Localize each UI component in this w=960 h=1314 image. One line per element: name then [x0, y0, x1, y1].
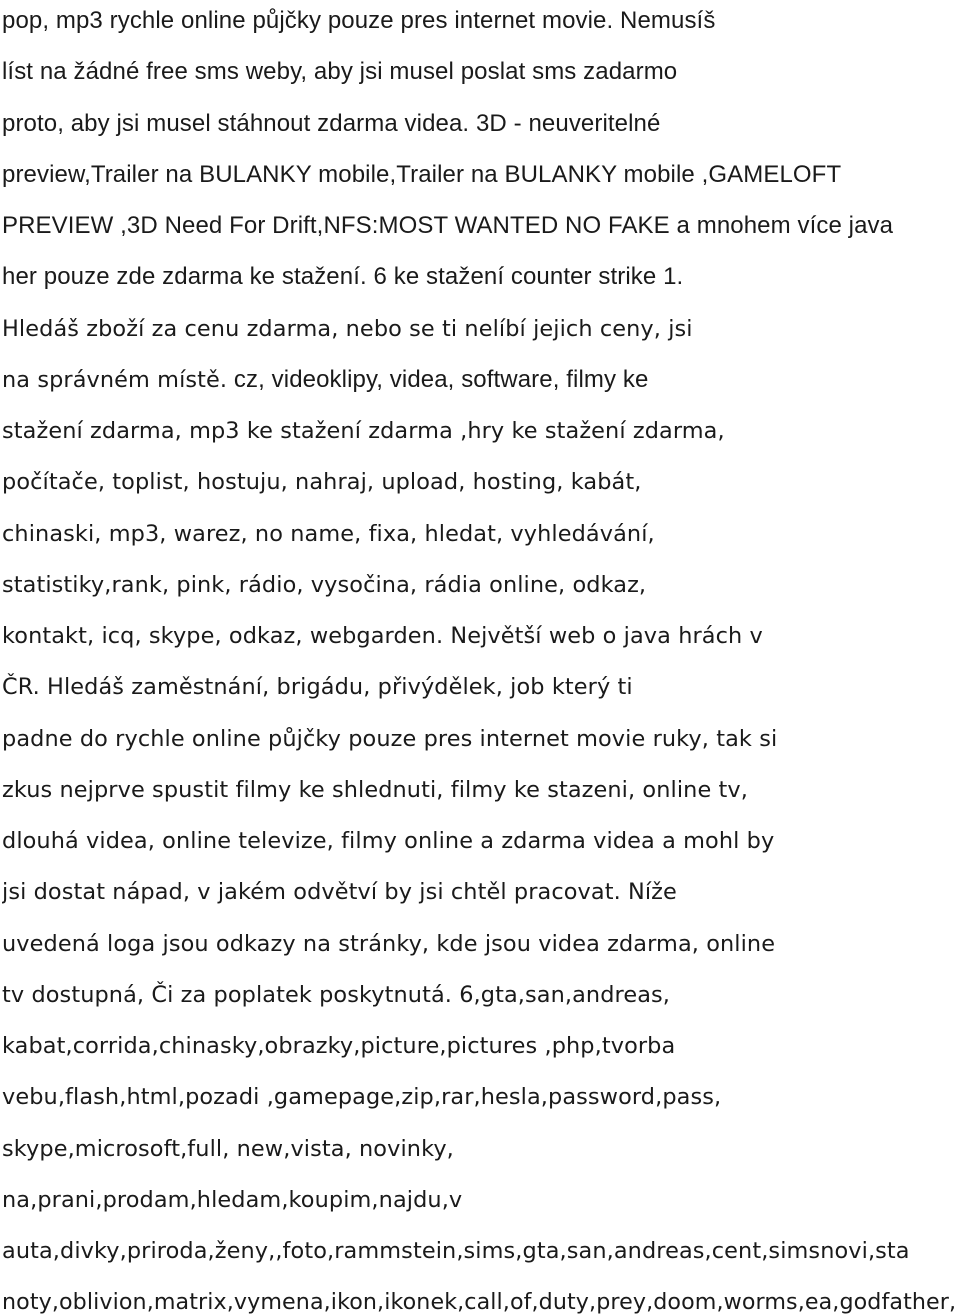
text-segment: cz, videoklipy, videa, software, filmy ke — [227, 365, 649, 393]
text-line — [2, 514, 655, 554]
text-line — [2, 924, 775, 964]
text-line — [2, 155, 841, 195]
text-line — [2, 667, 633, 707]
text-segment: tv dostupná, Či za poplatek poskytnutá. 6,gta,san,andreas, — [2, 981, 671, 1008]
text-segment: dlouhá videa, online televize, filmy online a zdarma videa a mohl by — [2, 828, 775, 854]
text-segment: auta,divky,priroda,ženy,,foto,rammstein,sims,gta,san,andreas,cent,simsnovi,sta — [2, 1238, 910, 1264]
text-line — [2, 1077, 721, 1117]
text-line — [2, 719, 777, 759]
text-segment: noty,oblivion,matrix,vymena,ikon,ikonek,call,of,duty,prey,doom,worms,ea,godfather, — [2, 1289, 957, 1314]
text-segment: na,prani,prodam,hledam,koupim,najdu,v — [2, 1186, 463, 1213]
text-segment: stažení zdarma, mp3 ke stažení zdarma ,hry ke stažení zdarma, — [2, 418, 725, 444]
text-segment: vebu,flash,html,pozadi ,gamepage,zip,rar,hesla,password,pass, — [2, 1084, 722, 1111]
text-segment: skype,microsoft,full, new,vista, novinky, — [2, 1135, 454, 1162]
text-segment: Hledáš zboží za cenu zdarma, nebo se ti nelíbí jejich ceny, jsi — [2, 315, 693, 342]
text-segment: ČR. Hledáš zaměstnání, brigádu, přivýdělek, job který ti — [2, 674, 633, 701]
text-segment: kabat,corrida,chinasky,obrazky,picture,pictures ,php,tvorba — [2, 1033, 676, 1059]
text-line — [2, 770, 748, 810]
text-segment: preview,Trailer na BULANKY mobile,Trailer na BULANKY mobile ,GAMELOFT — [2, 160, 842, 188]
text-line — [2, 1, 715, 41]
text-line — [2, 1231, 910, 1271]
text-line — [2, 462, 641, 502]
text-line — [2, 411, 725, 451]
text-segment: padne do rychle online půjčky pouze pres internet movie ruky, tak si — [2, 725, 778, 752]
text-line — [2, 1180, 462, 1220]
text-line — [2, 52, 677, 92]
text-segment: počítače, toplist, hostuju, nahraj, upload, hosting, kabát, — [2, 469, 642, 496]
document-page — [2, 0, 958, 1314]
text-segment: jsi dostat nápad, v jakém odvětví by jsi chtěl pracovat. Níže — [2, 879, 677, 906]
text-line — [2, 257, 683, 297]
text-segment: pop, mp3 rychle online půjčky pouze pres internet movie. Nemusíš — [2, 7, 716, 34]
text-line — [2, 1282, 956, 1314]
text-line — [2, 616, 763, 656]
text-segment: uvedená loga jsou odkazy na stránky, kde jsou videa zdarma, online — [2, 930, 776, 957]
text-line — [2, 104, 660, 144]
text-line — [2, 360, 648, 400]
text-line — [2, 1026, 675, 1066]
text-segment: kontakt, icq, skype, odkaz, webgarden. Největší web o java hrách v — [2, 623, 763, 649]
text-segment: her pouze zde zdarma ke stažení. 6 ke stažení counter strike 1. — [2, 263, 684, 291]
text-line — [2, 821, 774, 861]
text-line — [2, 206, 893, 246]
text-segment: proto, aby jsi musel stáhnout zdarma videa. 3D - neuveritelné — [2, 109, 661, 137]
text-line — [2, 309, 693, 349]
text-line — [2, 1129, 454, 1169]
text-segment: chinaski, mp3, warez, no name, fixa, hledat, vyhledávání, — [2, 520, 655, 547]
text-line — [2, 565, 646, 605]
text-segment: líst na žádné free sms weby, aby jsi musel poslat sms zadarmo — [2, 58, 678, 86]
text-segment: zkus nejprve spustit filmy ke shlednuti, filmy ke stazeni, online tv, — [2, 776, 748, 803]
text-line — [2, 872, 677, 912]
text-line — [2, 975, 670, 1015]
text-segment: na správném místě. — [2, 366, 228, 393]
text-segment: PREVIEW ,3D Need For Drift,NFS:MOST WANTED NO FAKE a mnohem více java — [2, 212, 894, 239]
text-segment: statistiky,rank, pink, rádio, vysočina, rádia online, odkaz, — [2, 571, 647, 598]
